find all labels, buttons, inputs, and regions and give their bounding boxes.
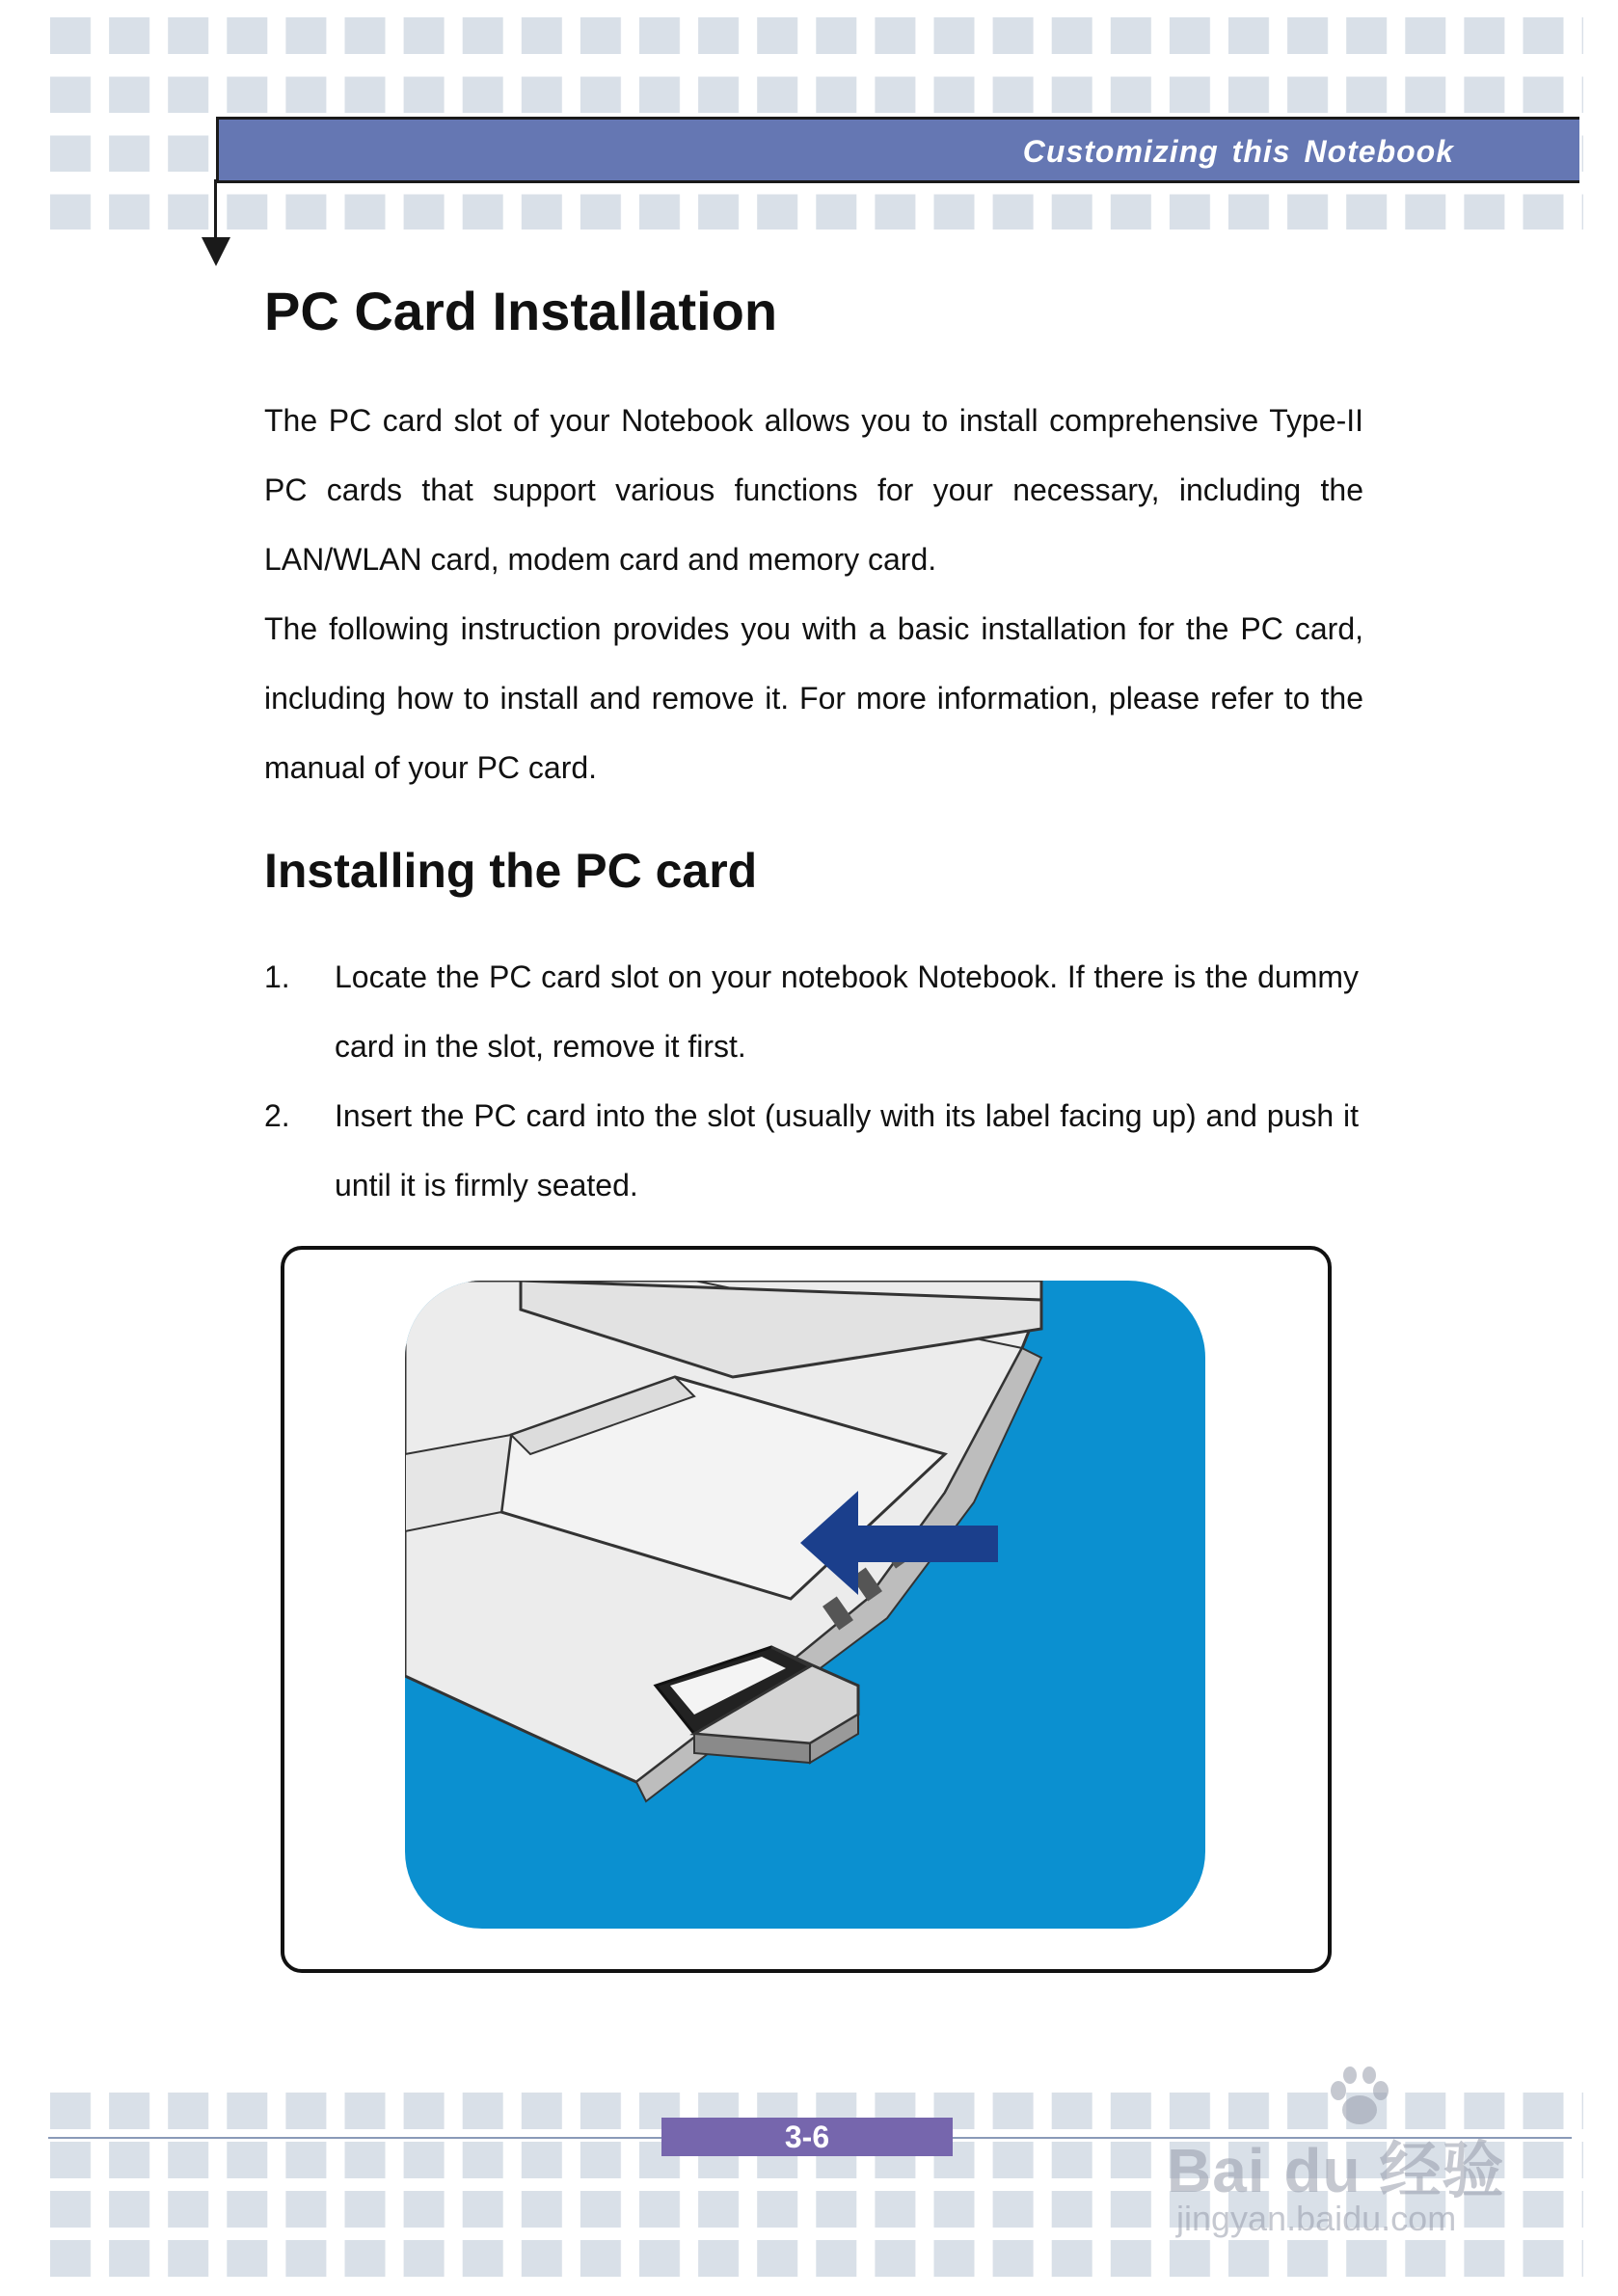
page-number-bar (661, 2118, 953, 2156)
header-band (216, 117, 1579, 183)
watermark (1147, 2064, 1533, 2256)
intro-paragraph: The PC card slot of your Notebook allows you to install comprehensive Type-II PC cards that support various functions for your necessary, including the LAN/WLAN card, modem card and memory card. (264, 403, 1363, 577)
page-number: 3-6 (784, 2120, 830, 2154)
watermark-brand: Bai du 经验 (1167, 2136, 1505, 2205)
step-number: 1. (264, 959, 290, 994)
header-stem-line (214, 179, 217, 241)
step-text: Locate the PC card slot on your notebook Notebook. If there is the dummy card in the slot, remove it first. (335, 959, 1359, 1064)
chapter-title: Customizing this Notebook (1022, 134, 1454, 169)
step-number: 2. (264, 1098, 290, 1133)
instruction-paragraph: The following instruction provides you with a basic installation for the PC card, including how to install and remove it. For more information, please refer to the manual of your PC card. (264, 611, 1363, 785)
down-arrow-icon (202, 237, 230, 266)
page-title: PC Card Installation (264, 281, 778, 341)
watermark-url: jingyan.baidu.com (1176, 2199, 1457, 2238)
pc-card-insertion-illustration (405, 1281, 1205, 1929)
section-title: Installing the PC card (264, 844, 758, 898)
step-text: Insert the PC card into the slot (usually with its label facing up) and push it until it is firmly seated. (335, 1098, 1359, 1202)
